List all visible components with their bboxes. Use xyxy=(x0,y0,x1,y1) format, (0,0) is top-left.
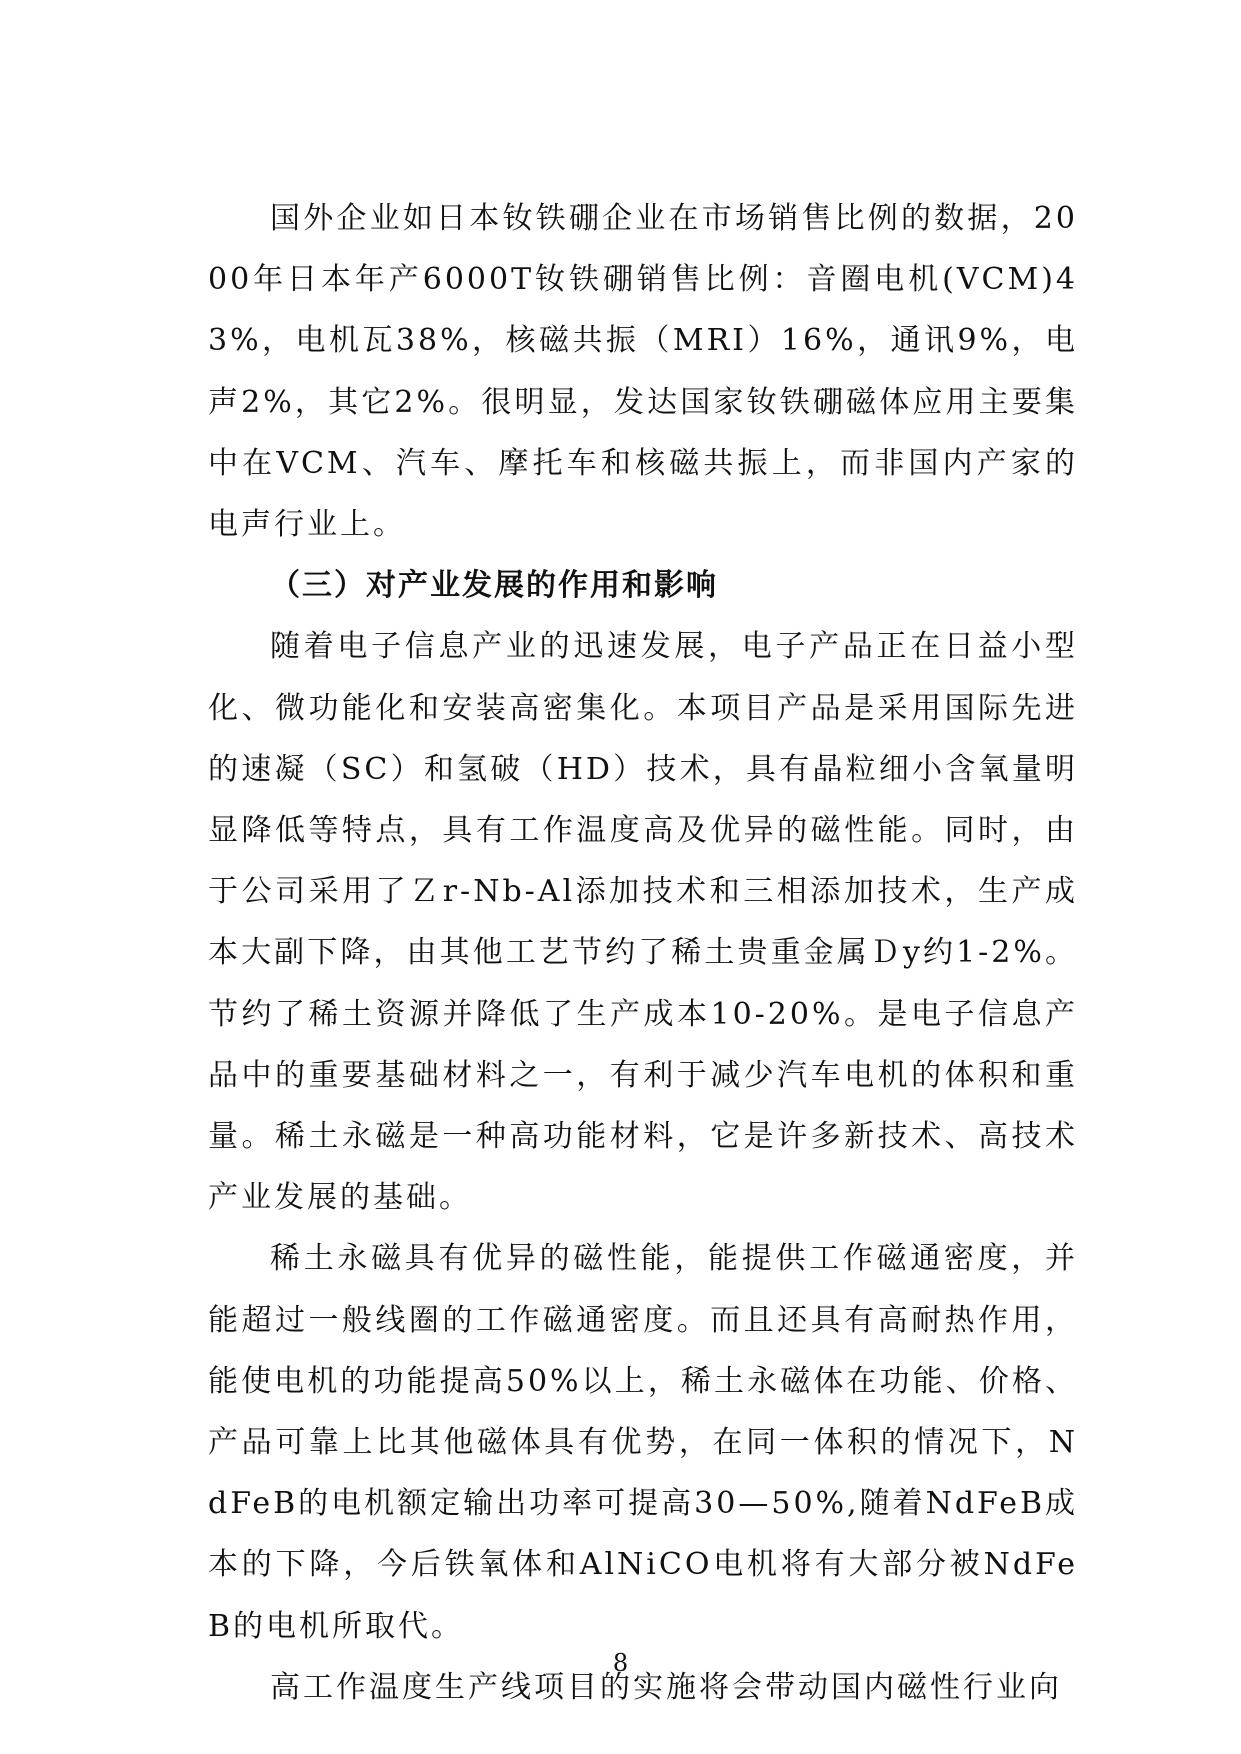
page-number: 8 xyxy=(612,1649,629,1677)
paragraph-market-share: 国外企业如日本钕铁硼企业在市场销售比例的数据，2000年日本年产6000T钕铁硼销售比例：音圈电机(VCM)43%，电机瓦38%，核磁共振（MRI）16%，通讯9%，电声2%，其它2%。很明显，发达国家钕铁硼磁体应用主要集中在VCM、汽车、摩托车和核磁共振上，而非国内产家的电声行业上。 xyxy=(208,201,1078,543)
paragraph-project-implementation: 高工作温度生产线项目的实施将会带动国内磁性行业向 xyxy=(270,1669,1062,1705)
paragraph-industry-impact: 随着电子信息产业的迅速发展，电子产品正在日益小型化、微功能化和安装高密集化。本项目产品是采用国际先进的速凝（SC）和氢破（HD）技术，具有晶粒细小含氧量明显降低等特点，具有工作温度高及优异的磁性能。同时，由于公司采用了Ｚr-Nb-Al添加技术和三相添加技术，生产成本大副下降，由其他工艺节约了稀土贵重金属Ｄy约1-2%。节约了稀土资源并降低了生产成本10-20%。是电子信息产品中的重要基础材料之一，有利于减少汽车电机的体积和重量。稀土永磁是一种高功能材料，它是许多新技术、高技术产业发展的基础。 xyxy=(208,629,1078,1216)
page-body xyxy=(208,188,1078,1718)
section-heading: （三）对产业发展的作用和影响 xyxy=(270,568,718,604)
paragraph-magnetic-performance: 稀土永磁具有优异的磁性能，能提供工作磁通密度，并能超过一般线圈的工作磁通密度。而且还具有高耐热作用，能使电机的功能提高50%以上，稀土永磁体在功能、价格、产品可靠上比其他磁体具有优势，在同一体积的情况下，NdFeB的电机额定输出功率可提高30—50%,随着NdFeB成本的下降，今后铁氧体和AlNiCO电机将有大部分被NdFeB的电机所取代。 xyxy=(208,1241,1078,1644)
